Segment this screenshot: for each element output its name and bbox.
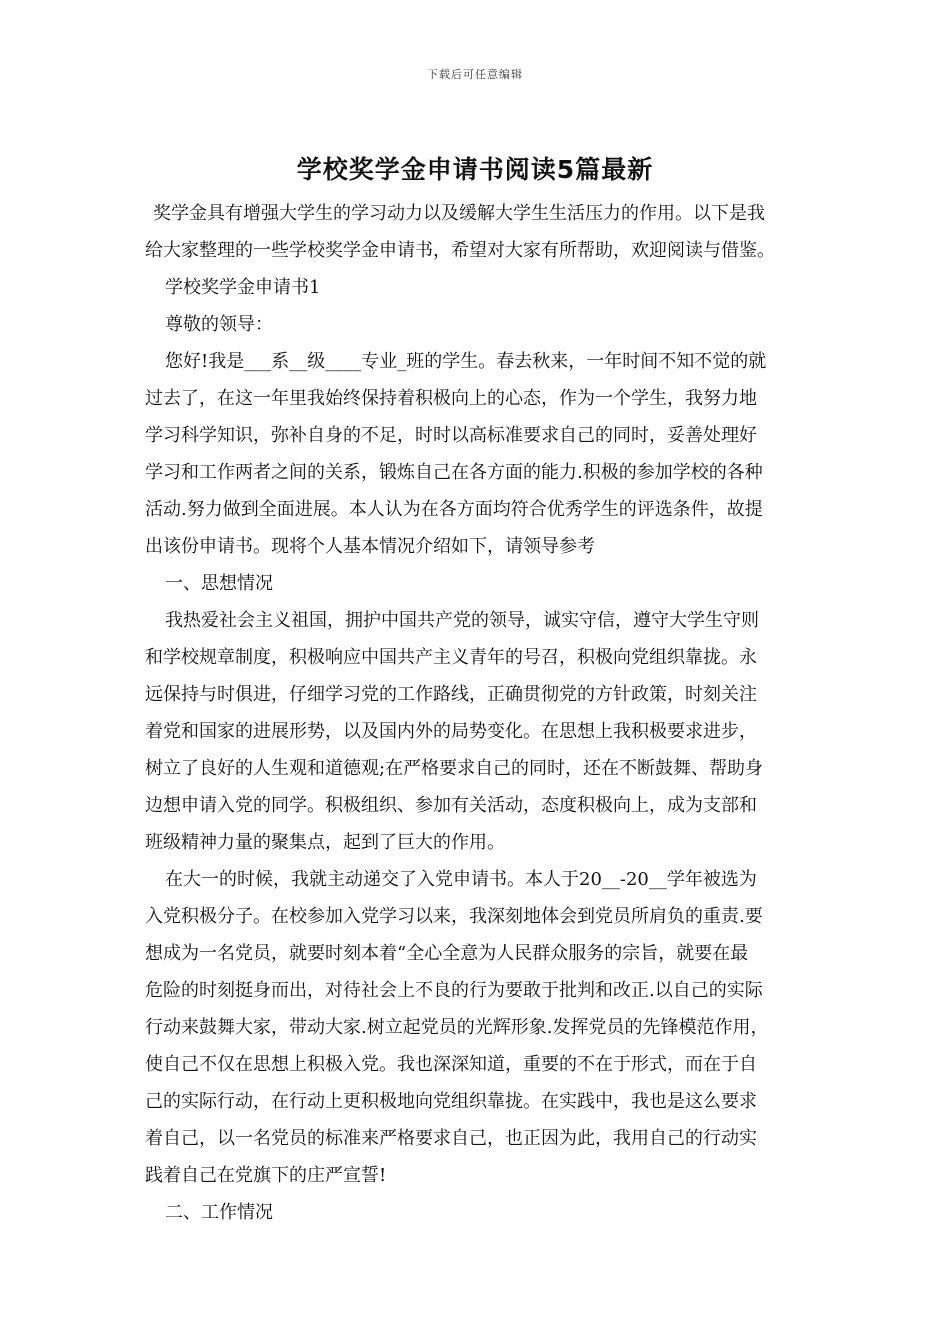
body-line: 给大家整理的一些学校奖学金申请书，希望对大家有所帮助，欢迎阅读与借鉴。 [145, 240, 775, 261]
body-line: 行动来鼓舞大家，带动大家.树立起党员的光辉形象.发挥党员的先锋模范作用， [145, 1017, 769, 1038]
body-line: 和学校规章制度，积极响应中国共产主义青年的号召，积极向党组织靠拢。永 [145, 647, 757, 668]
body-line: 着党和国家的进展形势，以及国内外的局势变化。在思想上我积极要求进步， [145, 721, 757, 742]
body-line: 学习科学知识，弥补自身的不足，时时以高标准要求自己的同时，妥善处理好 [145, 425, 757, 446]
body-line: 出该份申请书。现将个人基本情况介绍如下，请领导参考 [145, 536, 595, 557]
body-line: 您好!我是___系__级____专业_班的学生。春去秋来，一年时间不知不觉的就 [165, 351, 767, 372]
body-line: 着自己，以一名党员的标准来严格要求自己，也正因为此，我用自己的行动实 [145, 1128, 757, 1149]
body-line: 过去了，在这一年里我始终保持着积极向上的心态，作为一个学生，我努力地 [145, 388, 757, 409]
body-line: 使自己不仅在思想上积极入党。我也深深知道，重要的不在于形式，而在于自 [145, 1054, 757, 1075]
body-line: 在大一的时候，我就主动递交了入党申请书。本人于20__-20__学年被选为 [165, 869, 757, 890]
body-line: 边想申请入党的同学。积极组织、参加有关活动，态度积极向上，成为支部和 [145, 795, 757, 816]
body-line: 班级精神力量的聚集点，起到了巨大的作用。 [145, 832, 505, 853]
document-body [145, 195, 820, 1231]
body-line: 奖学金具有增强大学生的学习动力以及缓解大学生生活压力的作用。以下是我 [153, 203, 765, 224]
body-line: 危险的时刻挺身而出，对待社会上不良的行为要敢于批判和改正.以自己的实际 [145, 980, 763, 1001]
body-line: 己的实际行动，在行动上更积极地向党组织靠拢。在实践中，我也是这么要求 [145, 1091, 757, 1112]
body-line: 入党积极分子。在校参加入党学习以来，我深刻地体会到党员所肩负的重责.要 [145, 906, 763, 927]
salutation: 尊敬的领导： [165, 314, 273, 335]
body-line: 学习和工作两者之间的关系，锻炼自己在各方面的能力.积极的参加学校的各种 [145, 462, 763, 483]
document-title: 学校奖学金申请书阅读5篇最新 [296, 155, 654, 184]
section-subtitle: 学校奖学金申请书1 [165, 277, 321, 298]
body-line: 远保持与时俱进，仔细学习党的工作路线，正确贯彻党的方针政策，时刻关注 [145, 684, 757, 705]
body-line: 想成为一名党员，就要时刻本着“全心全意为人民群众服务的宗旨，就要在最 [145, 943, 749, 964]
header-note: 下载后可任意编辑 [427, 68, 523, 81]
section-heading: 一、思想情况 [165, 573, 273, 594]
body-line: 践着自己在党旗下的庄严宣誓! [145, 1165, 387, 1186]
body-line: 活动.努力做到全面进展。本人认为在各方面均符合优秀学生的评选条件，故提 [145, 499, 763, 520]
body-line: 我热爱社会主义祖国，拥护中国共产党的领导，诚实守信，遵守大学生守则 [165, 610, 759, 631]
body-line: 树立了良好的人生观和道德观;在严格要求自己的同时，还在不断鼓舞、帮助身 [145, 758, 764, 779]
section-heading: 二、工作情况 [165, 1202, 273, 1223]
